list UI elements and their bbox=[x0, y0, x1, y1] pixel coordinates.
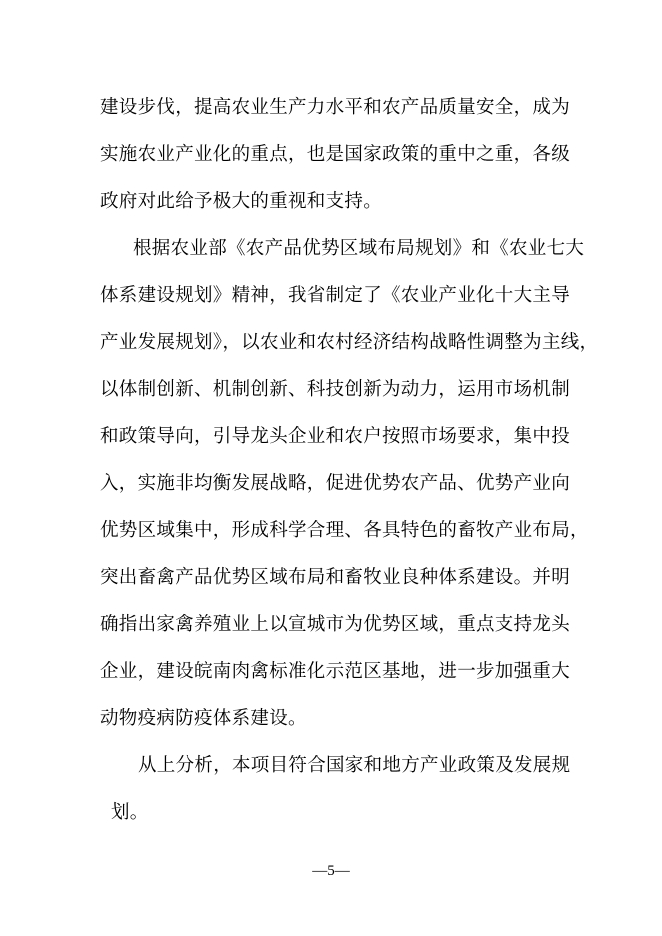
text-line: 根据农业部《农产品优势区域布局规划》和《农业七大 bbox=[133, 238, 585, 259]
text-line: 实施农业产业化的重点，也是国家政策的重中之重，各级 bbox=[100, 144, 571, 165]
text-line: 入，实施非均衡发展战略，促进优势农产品、优势产业向 bbox=[100, 473, 571, 494]
text-line: 动物疫病防疫体系建设。 bbox=[100, 708, 307, 729]
page-number: —5— bbox=[312, 863, 350, 879]
text-line: 和政策导向，引导龙头企业和农户按照市场要求，集中投 bbox=[100, 426, 571, 447]
text-line: 划。 bbox=[111, 802, 149, 823]
text-line: 产业发展规划》，以农业和农村经济结构战略性调整为主线， bbox=[100, 332, 599, 353]
text-line: 突出畜禽产品优势区域布局和畜牧业良种体系建设。并明 bbox=[100, 567, 571, 588]
text-line: 企业，建设皖南肉禽标准化示范区基地，进一步加强重大 bbox=[100, 661, 571, 682]
text-line: 以体制创新、机制创新、科技创新为动力，运用市场机制 bbox=[100, 379, 571, 400]
text-line: 优势区域集中，形成科学合理、各具特色的畜牧产业布局， bbox=[100, 520, 589, 541]
text-line: 从上分析，本项目符合国家和地方产业政策及发展规 bbox=[138, 755, 571, 776]
text-line: 确指出家禽养殖业上以宣城市为优势区域，重点支持龙头 bbox=[100, 614, 571, 635]
text-line: 政府对此给予极大的重视和支持。 bbox=[100, 191, 383, 212]
text-line: 建设步伐，提高农业生产力水平和农产品质量安全，成为 bbox=[100, 97, 571, 118]
text-line: 体系建设规划》精神，我省制定了《农业产业化十大主导 bbox=[100, 285, 571, 306]
